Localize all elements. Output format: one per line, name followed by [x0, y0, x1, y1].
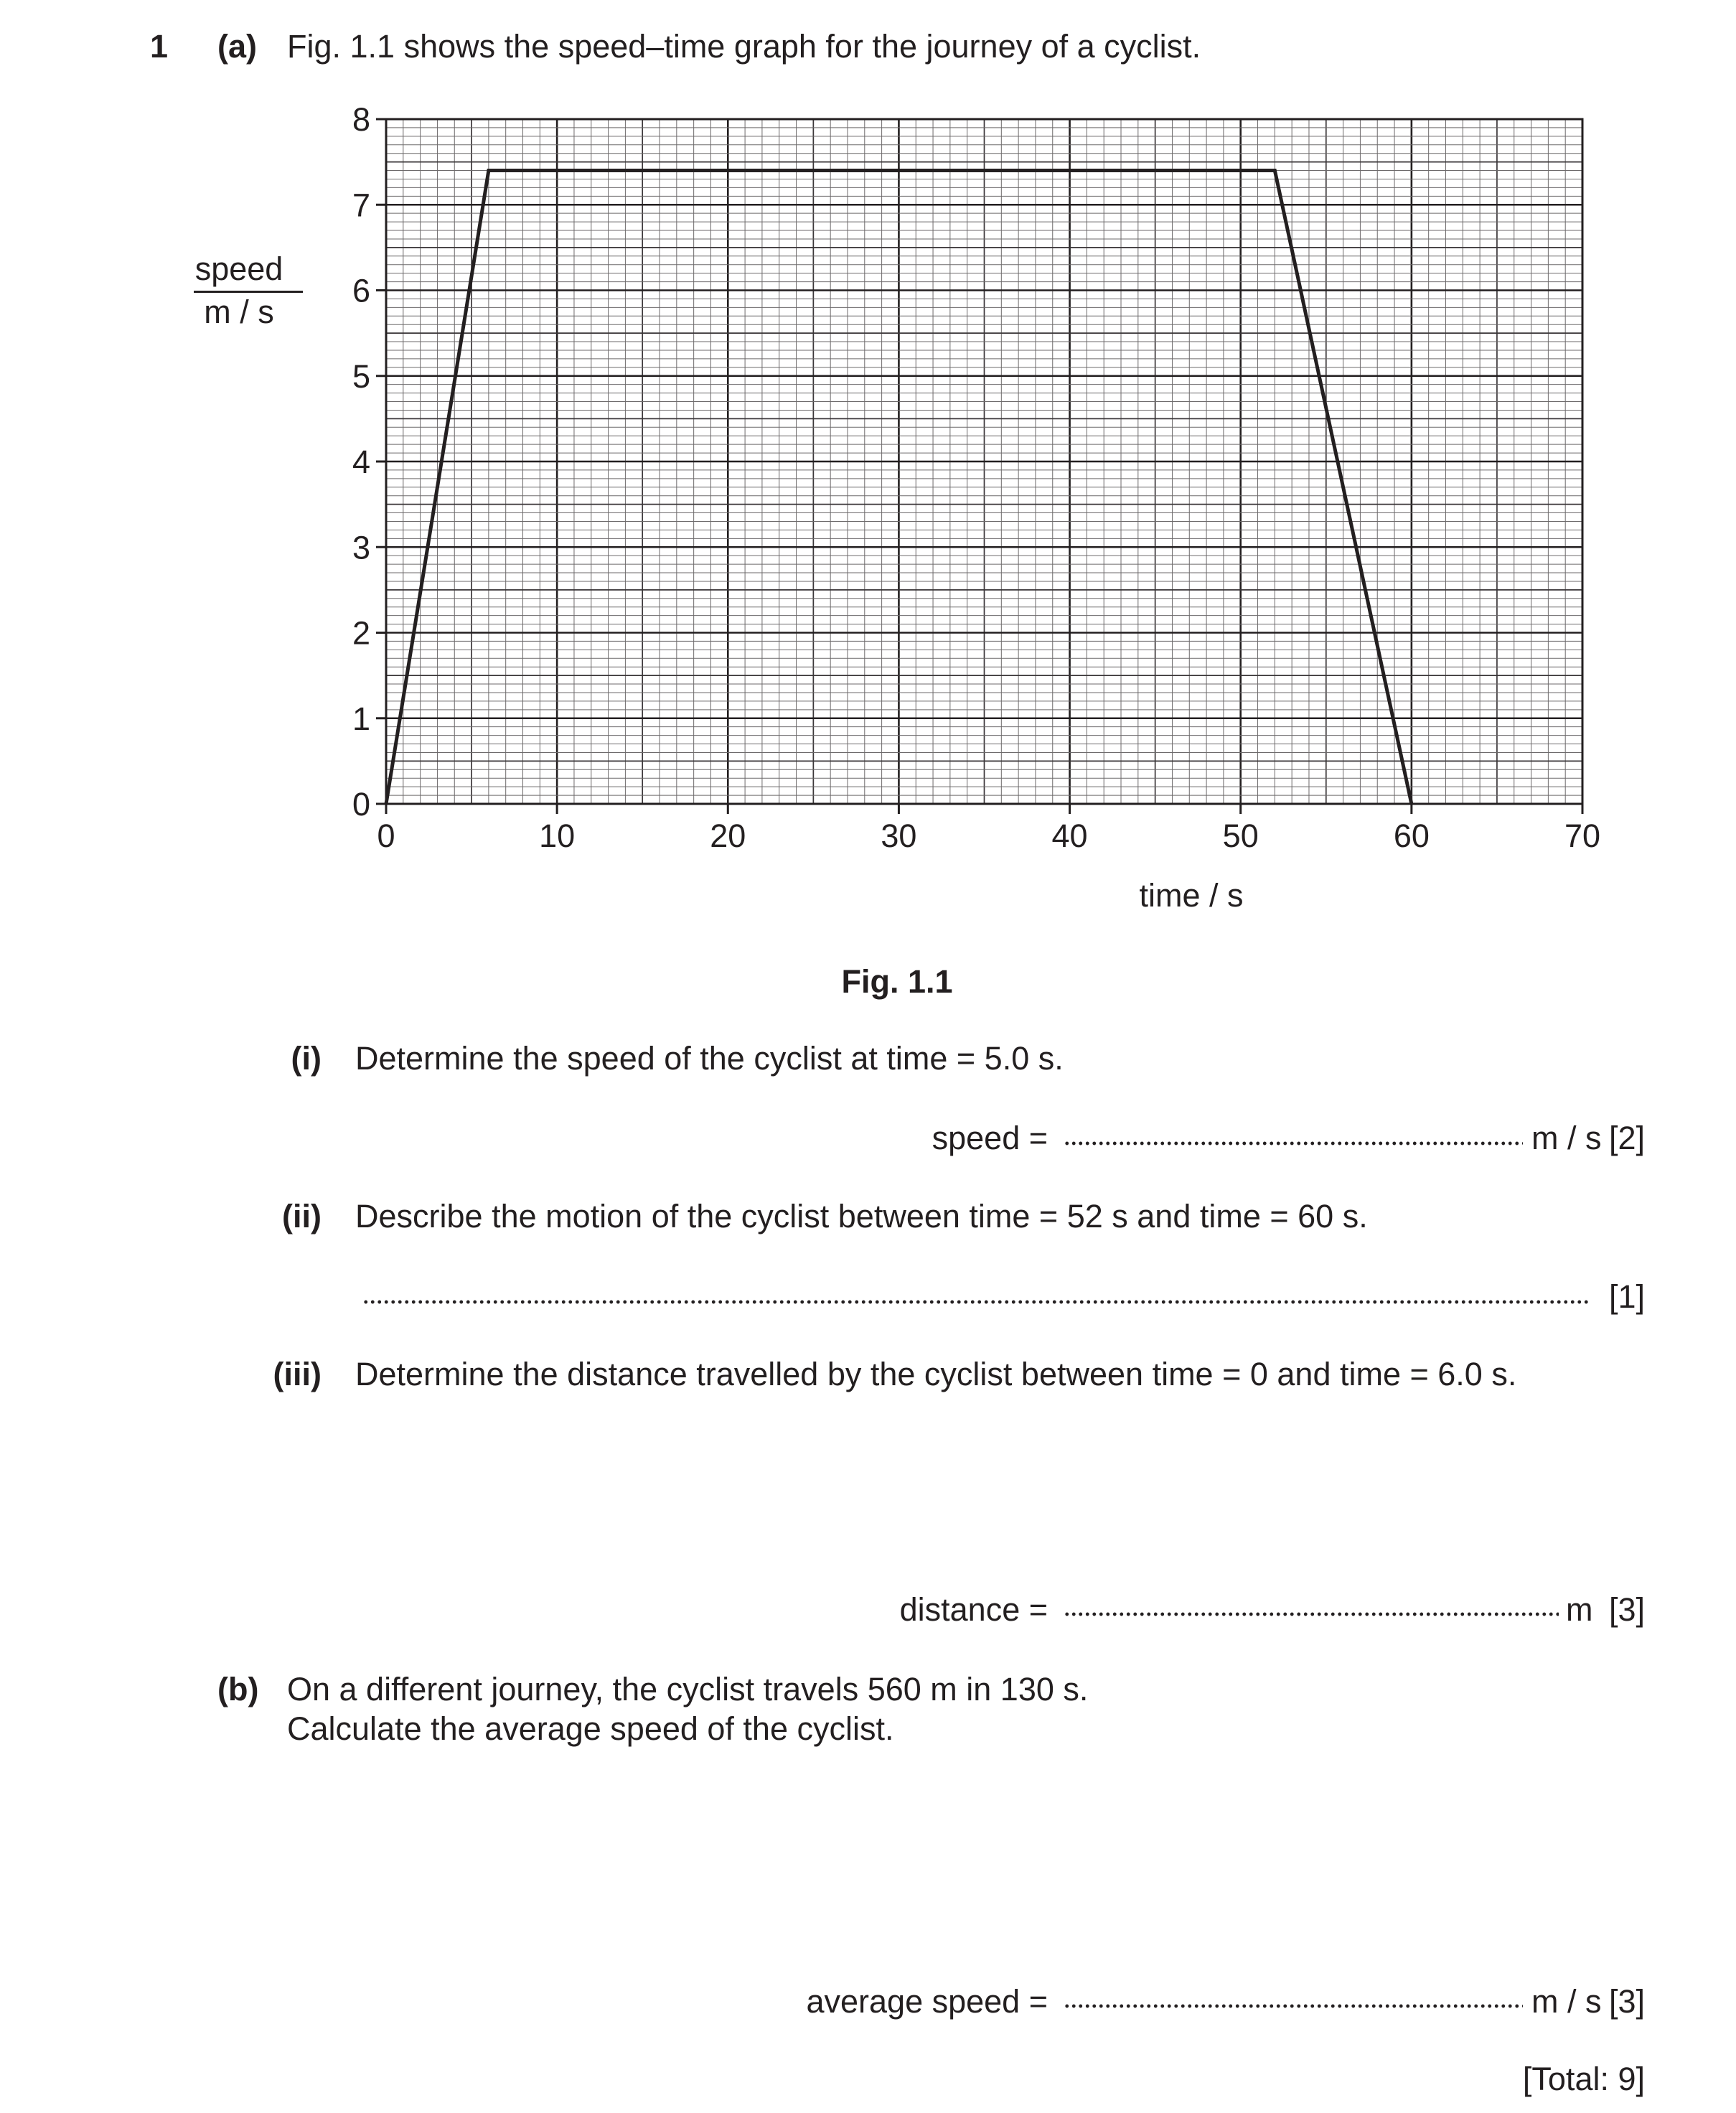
total-marks: [Total: 9] — [1522, 2061, 1645, 2097]
sub-i-answer-line[interactable] — [1064, 1140, 1523, 1147]
x-axis-label: time / s — [1139, 877, 1244, 914]
sub-ii-marks: [1] — [1609, 1278, 1646, 1315]
part-b-answer-line[interactable] — [1064, 2002, 1523, 2010]
y-tick-label: 2 — [352, 614, 370, 652]
sub-iii-marks: [3] — [1609, 1591, 1646, 1628]
y-tick-label: 5 — [352, 357, 370, 395]
x-tick-label: 0 — [377, 817, 395, 854]
y-tick-label: 0 — [352, 786, 370, 823]
sub-i-marks: [2] — [1609, 1120, 1646, 1156]
sub-i-answer-prefix: speed = — [932, 1120, 1048, 1156]
y-tick-label: 3 — [352, 529, 370, 566]
x-tick-label: 60 — [1393, 817, 1430, 854]
part-a-intro: Fig. 1.1 shows the speed–time graph for the journey of a cyclist. — [287, 28, 1201, 65]
y-axis-label-denominator: m / s — [204, 294, 274, 330]
y-tick-label: 8 — [352, 101, 370, 138]
y-tick-label: 6 — [352, 272, 370, 309]
x-tick-label: 50 — [1222, 817, 1259, 854]
x-tick-label: 10 — [539, 817, 576, 854]
part-b-line1: On a different journey, the cyclist travels 560 m in 130 s. — [287, 1671, 1089, 1707]
sub-iii-label: (iii) — [273, 1356, 322, 1392]
part-b-line2: Calculate the average speed of the cyclist. — [287, 1710, 894, 1747]
sub-ii-label: (ii) — [282, 1198, 322, 1234]
sub-i-question: Determine the speed of the cyclist at time = 5.0 s. — [355, 1040, 1064, 1077]
sub-ii-question: Describe the motion of the cyclist between time = 52 s and time = 60 s. — [355, 1198, 1368, 1234]
x-tick-label: 20 — [710, 817, 746, 854]
sub-i-answer-unit: m / s — [1531, 1120, 1602, 1156]
part-b-answer-unit: m / s — [1531, 1983, 1602, 2020]
part-b-marks: [3] — [1609, 1983, 1646, 2020]
question-number: 1 — [150, 28, 169, 65]
y-tick-label: 4 — [352, 444, 370, 480]
sub-iii-answer-unit: m — [1566, 1591, 1593, 1628]
x-tick-label: 70 — [1564, 817, 1601, 854]
part-a-label: (a) — [217, 28, 257, 65]
x-tick-label: 30 — [881, 817, 917, 854]
sub-iii-answer-line[interactable] — [1064, 1611, 1559, 1618]
y-axis-label-numerator: speed — [194, 250, 283, 287]
figure-caption: Fig. 1.1 — [841, 963, 953, 1000]
sub-iii-answer-prefix: distance = — [899, 1591, 1048, 1628]
y-tick-label: 1 — [352, 700, 370, 737]
part-b-label: (b) — [217, 1671, 259, 1707]
speed-time-graph — [0, 0, 1736, 933]
sub-i-label: (i) — [291, 1040, 322, 1077]
part-b-answer-prefix: average speed = — [806, 1983, 1048, 2020]
sub-iii-question: Determine the distance travelled by the cyclist between time = 0 and time = 6.0 s. — [355, 1356, 1517, 1392]
y-tick-label: 7 — [352, 187, 370, 224]
sub-ii-answer-line[interactable] — [362, 1298, 1590, 1306]
x-tick-label: 40 — [1051, 817, 1088, 854]
grid — [386, 119, 1582, 804]
